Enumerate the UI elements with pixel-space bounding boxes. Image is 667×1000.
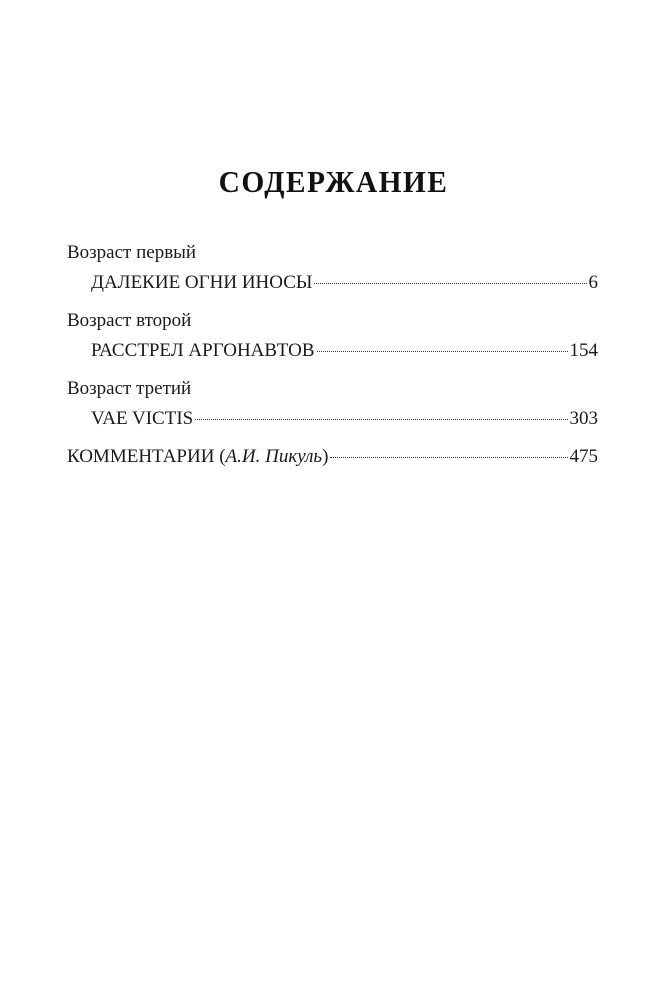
commentary-title: КОММЕНТАРИИ bbox=[67, 446, 215, 467]
dot-leader bbox=[317, 351, 568, 352]
table-of-contents bbox=[67, 238, 598, 480]
section-heading: Возраст первый bbox=[67, 242, 197, 263]
page-number: 303 bbox=[569, 408, 598, 429]
paren-close: ) bbox=[322, 446, 329, 467]
toc-entry[interactable] bbox=[67, 404, 598, 434]
entry-title: РАССТРЕЛ АРГОНАВТОВ bbox=[91, 340, 315, 361]
toc-entry-commentary[interactable] bbox=[67, 442, 598, 472]
section-heading: Возраст второй bbox=[67, 310, 192, 331]
toc-section-commentary bbox=[67, 442, 598, 472]
page-number: 6 bbox=[588, 272, 598, 293]
toc-section-3 bbox=[67, 374, 598, 434]
toc-entry[interactable] bbox=[67, 268, 598, 298]
dot-leader bbox=[330, 457, 567, 458]
entry-title: ДАЛЕКИЕ ОГНИ ИНОСЫ bbox=[91, 272, 313, 293]
dot-leader bbox=[195, 419, 567, 420]
toc-section-2 bbox=[67, 306, 598, 366]
paren-open: ( bbox=[214, 446, 226, 467]
entry-title bbox=[67, 442, 328, 472]
commentary-author: А.И. Пикуль bbox=[225, 446, 323, 467]
section-heading: Возраст третий bbox=[67, 378, 192, 399]
page-number: 154 bbox=[569, 340, 598, 361]
page-number: 475 bbox=[569, 446, 598, 467]
dot-leader bbox=[314, 283, 586, 284]
page-title: СОДЕРЖАНИЕ bbox=[218, 164, 449, 199]
entry-title: VAE VICTIS bbox=[91, 408, 194, 429]
toc-entry[interactable] bbox=[67, 336, 598, 366]
toc-section-1 bbox=[67, 238, 598, 298]
